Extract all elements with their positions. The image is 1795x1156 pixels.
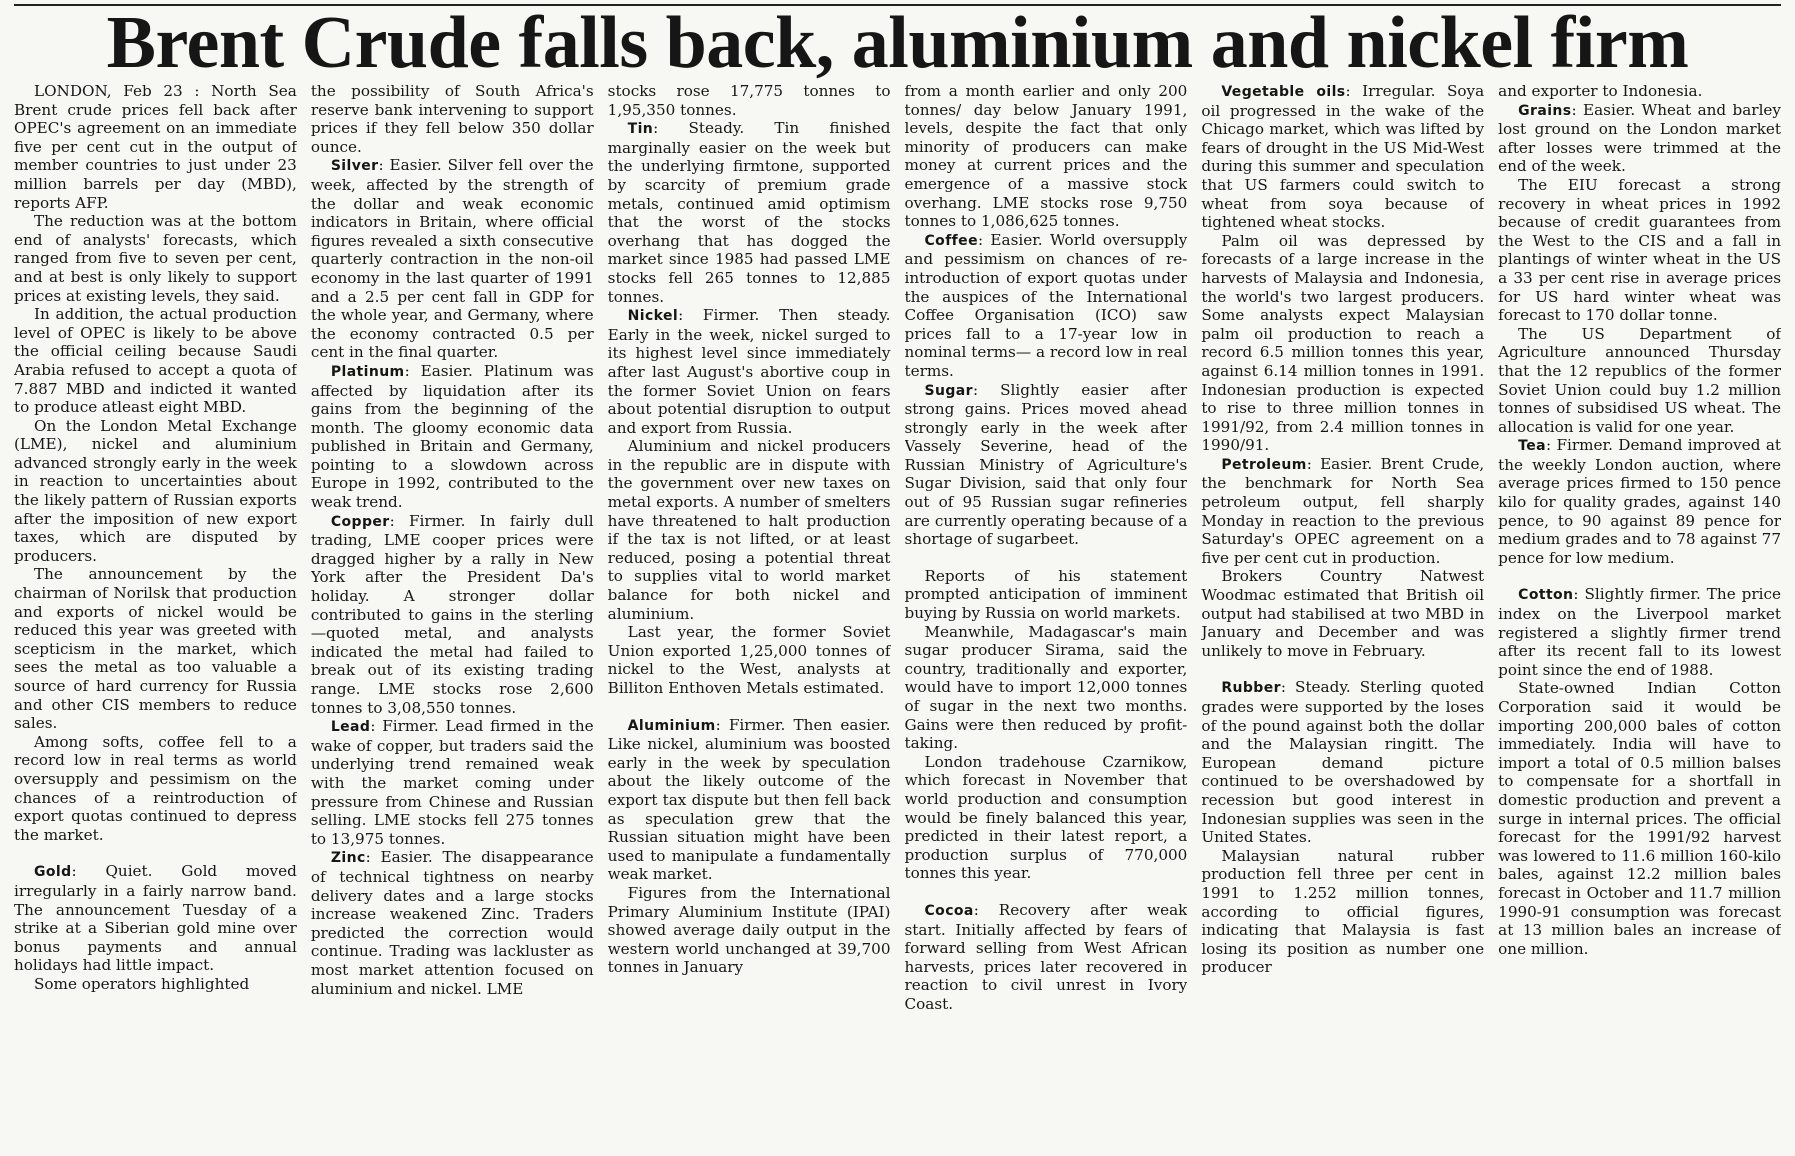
paragraph: London tradehouse Czarnikow, which forecast in November that world production and consumption would be finely balanced this year, predicted in their latest report, a production surplus of 770,000 tonnes this year. <box>904 752 1188 883</box>
article-columns <box>14 82 1781 1150</box>
section-heading: Coffee <box>924 232 978 249</box>
section-heading: Cocoa <box>924 902 974 919</box>
paragraph: Palm oil was depressed by forecasts of a large increase in the harvests of Malaysia and Indonesia, the world's two largest producers. Some analysts expect Malaysian palm oil production to reach a record 6.5 million tonnes this year, against 6.14 million tonnes in 1991. Indonesian production is expected to rise to three million tonnes in 1991/92, from 2.4 million tonnes in 1990/91. <box>1201 231 1485 455</box>
paragraph: Among softs, coffee fell to a record low in real terms as world oversupply and pessimism on the chances of a reintroduction of export quotas continued to depress the market. <box>14 732 297 844</box>
paragraph: The announcement by the chairman of Norilsk that production and exports of nickel would be reduced this year was greeted with scepticism in the market, which sees the metal as too valuable a source of hard currency for Russia and other CIS members to reduce sales. <box>14 565 297 733</box>
column-3 <box>608 82 891 1150</box>
section-heading: Silver <box>330 158 379 175</box>
column-6 <box>1498 82 1781 1150</box>
paragraph: Brokers Country Natwest Woodmac estimated that British oil output had stabilised at two MBD in January and December and was unlikely to move in February. <box>1201 567 1485 660</box>
section-heading: Gold <box>34 864 72 881</box>
paragraph: Coffee: Easier. World oversupply and pessimism on chances of re-introduction of export quotas under the auspices of the International Coffee Organisation (ICO) saw prices fall to a 17-year low in nominal terms— a record low in real terms. <box>904 230 1188 380</box>
paragraph: Cocoa: Recovery after weak start. Initially affected by fears of forward selling from West African harvests, prices later recovered in reaction to civil unrest in Ivory Coast. <box>904 900 1188 1013</box>
column-1 <box>14 82 297 1150</box>
paragraph: Petroleum: Easier. Brent Crude, the benchmark for North Sea petroleum output, fell sharply Monday in reaction to the previous Saturday's OPEC agreement on a five per cent cut in production. <box>1201 454 1485 567</box>
section-heading: Vegetable oils <box>1221 84 1346 100</box>
column-4 <box>905 82 1188 1150</box>
section-heading: Aluminium <box>627 717 716 734</box>
section-heading: Petroleum <box>1221 456 1307 473</box>
paragraph: State-owned Indian Cotton Corporation said it would be importing 200,000 bales of cotton immediately. India will have to import a total of 0.5 million balses to compensate for a shortfall in domestic production and prevent a surge in internal prices. The official forecast for the 1991/92 harvest was lowered to 11.6 million 160-kilo bales, against 12.2 million bales forecast in October and 11.7 million 1990-91 consumption was forecast at 13 million bales an increase of one million. <box>1498 679 1781 958</box>
section-heading: Sugar <box>924 382 973 399</box>
section-heading: Platinum <box>330 363 405 380</box>
section-heading: Copper <box>330 513 390 530</box>
section-heading: Rubber <box>1221 680 1281 697</box>
paragraph: Some operators highlighted <box>34 974 250 993</box>
paragraph: Zinc: Easier. The disappearance of technical tightness on nearby delivery dates and a large stocks increase weakened Zinc. Traders predicted the correction would continue. Trading was lackluster as most market attention focused on aluminium and nickel. LME <box>310 848 594 998</box>
paragraph: Platinum: Easier. Platinum was affected by liquidation after its gains from the beginning of the month. The gloomy economic data published in Britain and Germany, pointing to a slowdown across Europe in 1992, contributed to the weak trend. <box>310 361 594 512</box>
paragraph: Copper: Firmer. In fairly dull trading, LME cooper prices were dragged higher by a rally in New York after the President Da's holiday. A stronger dollar contributed to gains in the sterling—quoted metal, and analysts indicated the metal had failed to break out of its existing trading range. LME stocks rose 2,600 tonnes to 3,08,550 tonnes. <box>310 511 594 717</box>
paragraph: The reduction was at the bottom end of analysts' forecasts, which ranged from five to seven per cent, and at best is only likely to support prices at existing levels, they said. <box>14 212 297 305</box>
section-heading: Zinc <box>330 850 366 867</box>
section-heading: Nickel <box>627 308 679 325</box>
section-heading: Lead <box>330 719 371 736</box>
paragraph: and exporter to Indonesia. <box>1498 82 1703 100</box>
paragraph: Aluminium and nickel producers in the republic are in dispute with the government over new taxes on metal exports. A number of smelters have threatened to halt production if the tax is not lifted, or at least reduced, posing a potential threat to supplies vital to world market balance for both nickel and aluminium. <box>607 437 891 623</box>
headline: Brent Crude falls back, aluminium and nickel firm <box>106 2 1689 84</box>
paragraph: stocks rose 17,775 tonnes to 1,95,350 tonnes. <box>607 82 891 119</box>
paragraph: Rubber: Steady. Sterling quoted grades were supported by the loses of the pound against both the dollar and the Malaysian ringitt. The European demand picture continued to be overshadowed by recession but good interest in Indonesian supplies was seen in the United States. <box>1201 678 1485 847</box>
column-5 <box>1201 82 1484 1150</box>
section-heading: Tin <box>627 121 654 138</box>
paragraph: Last year, the former Soviet Union exported 1,25,000 tonnes of nickel to the West, analysts at Billiton Enthoven Metals estimated. <box>607 623 891 697</box>
paragraph: from a month earlier and only 200 tonnes/ day below January 1991, levels, despite the fact that only minority of producers can make money at current prices and the emergence of a massive stock overhang. LME stocks rose 9,750 tonnes to 1,086,625 tonnes. <box>904 82 1188 231</box>
paragraph: Meanwhile, Madagascar's main sugar producer Sirama, said the country, traditionally and exporter, would have to import 12,000 tonnes of sugar in the next two months. Gains were then reduced by profit-taking. <box>904 622 1188 753</box>
paragraph: Lead: Firmer. Lead firmed in the wake of copper, but traders said the underlying trend remained weak with the market coming under pressure from Chinese and Russian selling. LME stocks fell 275 tonnes to 13,975 tonnes. <box>310 717 594 848</box>
paragraph: Figures from the International Primary Aluminium Institute (IPAI) showed average daily output in the western world unchanged at 39,700 tonnes in January <box>607 883 891 977</box>
section-heading: Tea <box>1518 438 1546 455</box>
paragraph: Sugar: Slightly easier after strong gains. Prices moved ahead strongly early in the week after Vassely Severine, head of the Russian Ministry of Agriculture's Sugar Division, said that only four out of 95 Russian sugar refineries are currently operating because of a shortage of sugarbeet. <box>904 380 1188 549</box>
paragraph: Tea: Firmer. Demand improved at the weekly London auction, where average prices firmed to 150 pence kilo for quality grades, against 140 pence, to 90 against 89 pence for medium grades and to 78 against 77 pence for low medium. <box>1498 436 1781 567</box>
paragraph: The US Department of Agriculture announced Thursday that the 12 republics of the former Soviet Union could buy 1.2 million tonnes of subsidised US wheat. The allocation is valid for one year. <box>1498 324 1781 436</box>
paragraph: Nickel: Firmer. Then steady. Early in the week, nickel surged to its highest level since immediately after last August's abortive coup in the former Soviet Union on fears about potential disruption to output and export from Russia. <box>607 306 891 437</box>
section-heading: Grains <box>1518 102 1572 119</box>
section-heading: Cotton <box>1518 587 1574 604</box>
paragraph: LONDON, Feb 23 : North Sea Brent crude prices fell back after OPEC's agreement on an immediate five per cent cut in the output of member countries to just under 23 million barrels per day (MBD), reports AFP. <box>14 82 297 212</box>
paragraph: the possibility of South Africa's reserve bank intervening to support prices if they fell below 350 dollar ounce. <box>310 82 594 156</box>
paragraph: Tin: Steady. Tin finished marginally easier on the week but the underlying firmtone, supported by scarcity of premium grade metals, continued amid optimism that the worst of the stocks overhang that has dogged the market since 1985 had passed LME stocks fell 265 tonnes to 12,885 tonnes. <box>607 119 891 306</box>
paragraph: Cotton: Slightly firmer. The price index on the Liverpool market registered a slightly firmer trend after its recent fall to its lowest point since the end of 1988. <box>1498 585 1781 679</box>
paragraph: On the London Metal Exchange (LME), nickel and aluminium advanced strongly early in the week in reaction to uncertainties about the likely pattern of Russian exports after the imposition of new export taxes, which are disputed by producers. <box>14 416 297 565</box>
paragraph: In addition, the actual production level of OPEC is likely to be above the official ceiling because Saudi Arabia refused to accept a quota of 7.887 MBD and indicted it wanted to produce atleast eight MBD. <box>14 305 297 417</box>
column-2 <box>311 82 594 1150</box>
paragraph: Gold: Quiet. Gold moved irregularly in a fairly narrow band. The announcement Tuesday of a strike at a Siberian gold mine over bonus payments and annual holidays had little impact. <box>14 862 297 975</box>
paragraph: Silver: Easier. Silver fell over the week, affected by the strength of the dollar and weak economic indicators in Britain, where official figures revealed a sixth consecutive quarterly contraction in the non-oil economy in the last quarter of 1991 and a 2.5 per cent fall in GDP for the whole year, and Germany, where the economy contracted 0.5 per cent in the final quarter. <box>310 156 594 362</box>
paragraph: Grains: Easier. Wheat and barley lost ground on the London market after losses were trimmed at the end of the week. <box>1498 100 1781 176</box>
paragraph: Malaysian natural rubber production fell three per cent in 1991 to 1.252 million tonnes, according to official figures, indicating that Malaysia is fast losing its position as number one producer <box>1201 846 1485 977</box>
paragraph: Aluminium: Firmer. Then easier. Like nickel, aluminium was boosted early in the week by speculation about the likely outcome of the export tax dispute but then fell back as speculation grew that the Russian situation might have been used to manipulate a fundamentally weak market. <box>607 715 891 884</box>
paragraph: Vegetable oils: Irregular. Soya oil progressed in the wake of the Chicago market, which was lifted by fears of drought in the US Mid-West during this summer and speculation that US farmers could switch to wheat from soya because of tightened wheat stocks. <box>1201 82 1485 232</box>
paragraph: The EIU forecast a strong recovery in wheat prices in 1992 because of credit guarantees from the West to the CIS and a fall in plantings of winter wheat in the US a 33 per cent rise in average prices for US hard winter wheat was forecast to 170 dollar tonne. <box>1498 175 1781 325</box>
paragraph: Reports of his statement prompted anticipation of imminent buying by Russia on world markets. <box>904 566 1188 623</box>
